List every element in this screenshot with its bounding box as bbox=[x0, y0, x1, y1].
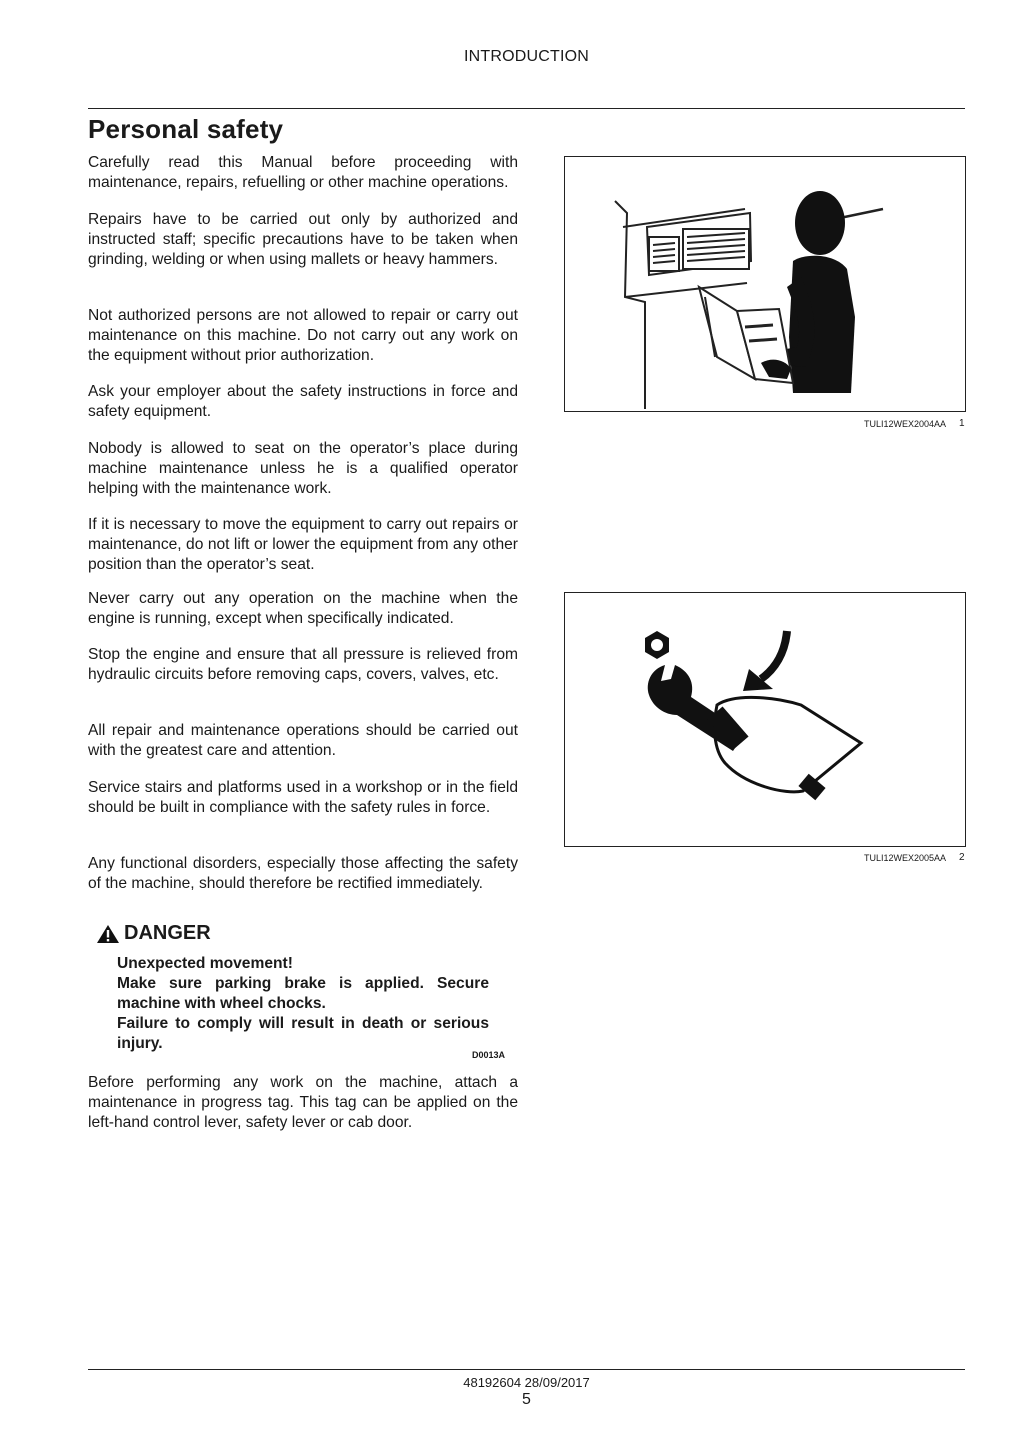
danger-line: Unexpected movement! bbox=[117, 955, 293, 972]
figure-2-code: TULI12WEX2005AA bbox=[864, 853, 947, 863]
page-number: 5 bbox=[522, 1391, 531, 1408]
figure-1-code: TULI12WEX2004AA bbox=[864, 419, 947, 429]
paragraph: Ask your employer about the safety instructions in force and safety equipment. bbox=[88, 383, 518, 420]
paragraph: Repairs have to be carried out only by authorized and instructed staff; specific precautions have to be taken when grinding, welding or when using mallets or heavy hammers. bbox=[88, 211, 518, 268]
danger-line: Make sure parking brake is applied. Secure machine with wheel chocks. bbox=[117, 975, 489, 1012]
footer-rule bbox=[88, 1369, 965, 1370]
figure-2-number: 2 bbox=[959, 852, 965, 863]
danger-label: DANGER bbox=[124, 922, 211, 944]
danger-heading bbox=[96, 922, 211, 945]
wrench-gloved-hand-icon bbox=[565, 593, 965, 846]
danger-code: D0013A bbox=[472, 1050, 506, 1060]
paragraph: Never carry out any operation on the machine when the engine is running, except when specifically indicated. bbox=[88, 590, 518, 627]
figure-2-frame bbox=[564, 592, 966, 847]
paragraph: Nobody is allowed to seat on the operator’s place during machine maintenance unless he is a qualified operator helping with the maintenance work. bbox=[88, 440, 518, 497]
paragraph: Stop the engine and ensure that all pressure is relieved from hydraulic circuits before removing caps, covers, valves, etc. bbox=[88, 646, 518, 683]
paragraph: Not authorized persons are not allowed to repair or carry out maintenance on this machine. Do not carry out any work on the equipment without prior authorization. bbox=[88, 307, 518, 364]
paragraph: All repair and maintenance operations should be carried out with the greatest care and attention. bbox=[88, 722, 518, 759]
danger-message bbox=[117, 954, 489, 1054]
section-title: Personal safety bbox=[88, 114, 284, 144]
paragraph: Service stairs and platforms used in a workshop or in the field should be built in compliance with the safety rules in force. bbox=[88, 779, 518, 816]
paragraph: If it is necessary to move the equipment to carry out repairs or maintenance, do not lift or lower the equipment from any other position than the operator’s seat. bbox=[88, 516, 518, 573]
figure-1-frame bbox=[564, 156, 966, 412]
warning-triangle-icon bbox=[96, 924, 120, 944]
person-reading-manual-icon bbox=[565, 157, 965, 411]
paragraph: Before performing any work on the machine, attach a maintenance in progress tag. This tag can be applied on the left-hand control lever, safety lever or cab door. bbox=[88, 1074, 518, 1131]
header-title: INTRODUCTION bbox=[463, 48, 590, 65]
paragraph: Carefully read this Manual before proceeding with maintenance, repairs, refuelling or other machine operations. bbox=[88, 154, 518, 191]
danger-line: Failure to comply will result in death or serious injury. bbox=[117, 1015, 489, 1052]
figure-1-number: 1 bbox=[959, 418, 965, 429]
paragraph: Any functional disorders, especially those affecting the safety of the machine, should therefore be rectified immediately. bbox=[88, 855, 518, 892]
footer-document-id: 48192604 28/09/2017 bbox=[463, 1375, 590, 1390]
header-rule bbox=[88, 108, 965, 109]
